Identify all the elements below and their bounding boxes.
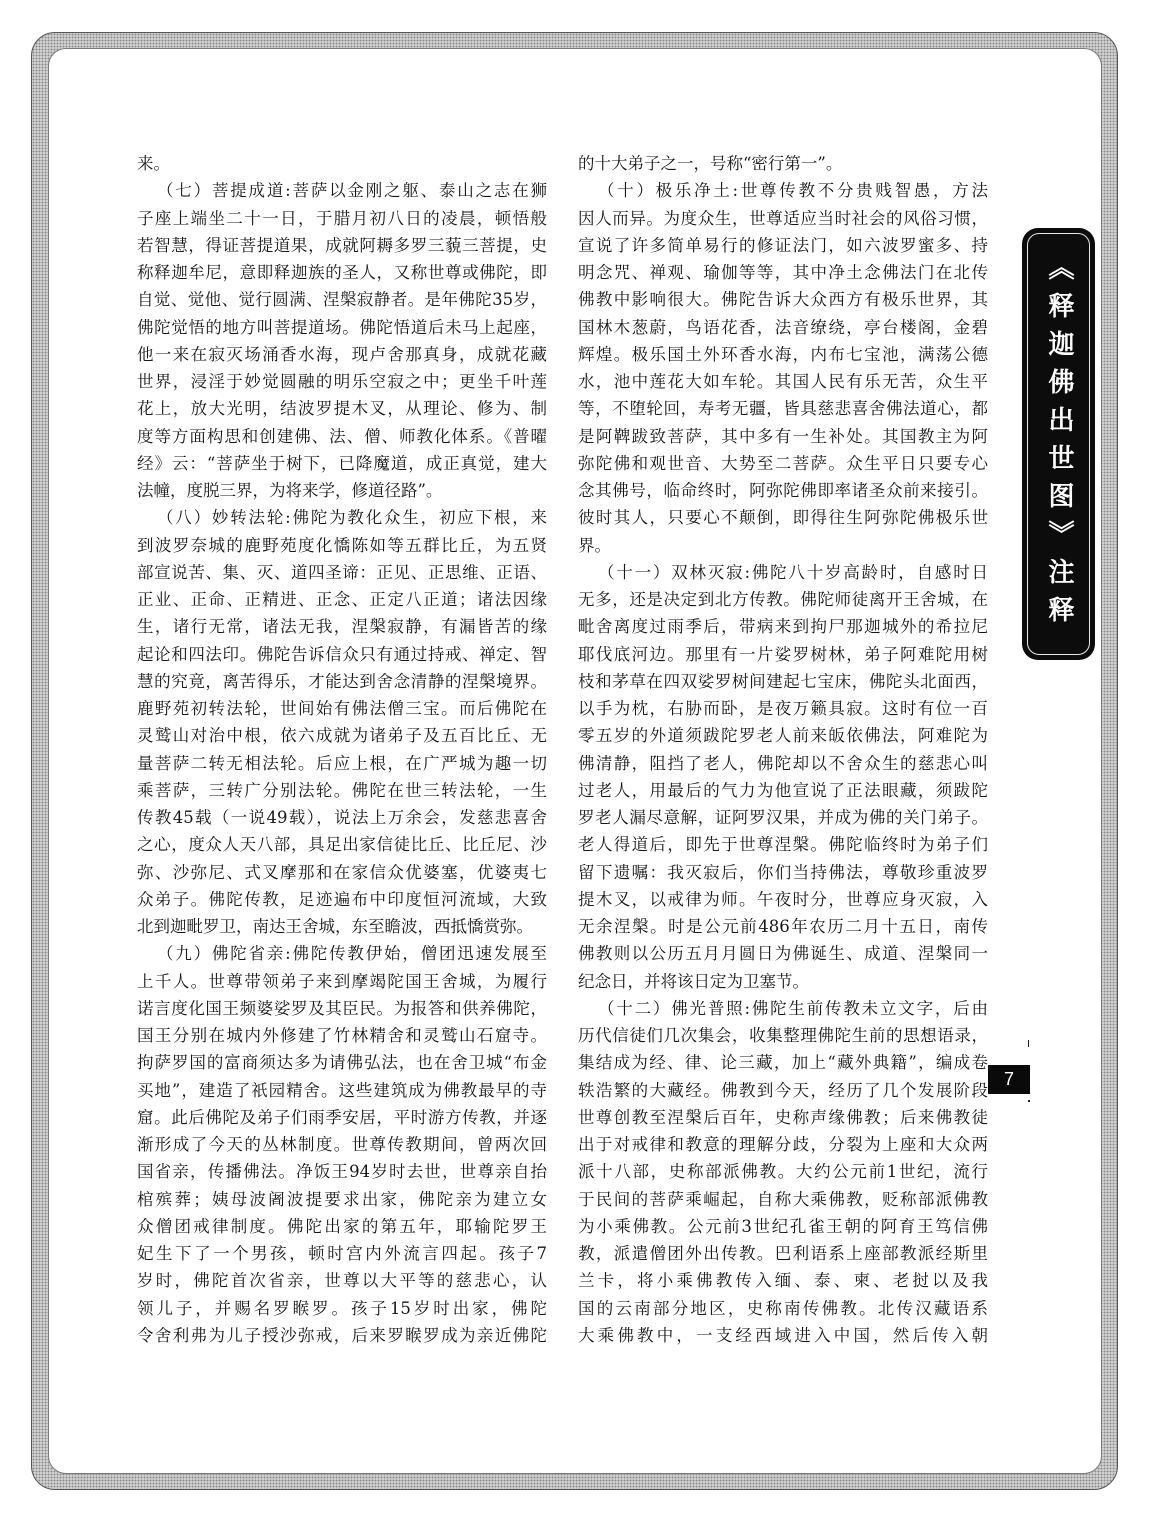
text-line: 众僧团戒律制度。佛陀出家的第五年，耶输陀罗王 (137, 1216, 547, 1236)
text-line: 界。 (578, 535, 611, 555)
text-line: 令舍利弗为儿子授沙弥戒，后来罗睺罗成为亲近佛陀 (137, 1325, 547, 1345)
text-line: 妃生下了一个男孩，顿时宫内外流言四起。孩子7 (137, 1244, 547, 1263)
text-line: 北到迦毗罗卫，南达王舍城，东至瞻波，西抵憍赏弥。 (137, 917, 533, 936)
text-line: 辉煌。极乐国土外环香水海，内布七宝池，满荡公德 (578, 344, 988, 364)
text-line: 等，不堕轮回，寿考无疆，皆具慈悲喜舍佛法道心，都 (578, 399, 988, 419)
text-line: 众弟子。佛陀传教，足迹遍布中印度恒河流域，大致 (137, 889, 547, 909)
text-line: 之心，度众人天八部，具足出家信徒比丘、比丘尼、沙 (137, 835, 547, 855)
text-line: 正业、正命、正精进、正念、正定八正道；诸法因缘 (137, 590, 547, 609)
text-line: 毗舍离度过雨季后，带病来到拘尸那迦城外的希拉尼 (578, 617, 988, 637)
text-line: 以手为枕，右胁而卧，是夜万籁具寂。这时有位一百 (578, 699, 988, 718)
text-line: 教，派遣僧团外出传教。巴利语系上座部教派经斯里 (578, 1244, 988, 1263)
text-line: 历代信徒们几次集会，收集整理佛陀生前的思想语录， (578, 1026, 988, 1045)
paragraph (578, 559, 988, 995)
text-line: 称释迦牟尼，意即释迦族的圣人，又称世尊或佛陀，即 (137, 263, 547, 282)
text-line: （十二）佛光普照:佛陀生前传教未立文字，后由 (598, 998, 988, 1018)
text-line: 兰卡，将小乘佛教传入缅、泰、柬、老挝以及我 (578, 1271, 988, 1291)
text-line: 佛教中影响很大。佛陀告诉大众西方有极乐世界，其 (578, 290, 988, 310)
text-line: 零五岁的外道须跋陀罗老人前来皈依佛法，阿难陀为 (578, 726, 988, 746)
text-line: 棺殡葬；姨母波阇波提要求出家，佛陀亲为建立女 (137, 1189, 547, 1209)
paragraph (578, 995, 988, 1349)
text-line: 彼时其人，只要心不颠倒，即得往生阿弥陀佛极乐世 (578, 508, 988, 528)
text-line: 慧的究竟，离苦得乐，才能达到舍念清静的涅槃境界。 (137, 671, 547, 691)
text-line: 留下遗嘱：我灭寂后，你们当持佛法，尊敬珍重波罗 (578, 862, 988, 882)
paragraph (137, 940, 547, 1349)
text-line: 提木叉，以戒律为师。午夜时分，世尊应身灭寂，入 (578, 889, 988, 909)
text-line: 国林木葱蔚，鸟语花香，法音缭绕，亭台楼阁，金碧 (578, 317, 988, 337)
text-line: 纪念日，并将该日定为卫塞节。 (578, 971, 809, 991)
side-tab-title: 《释迦佛出世图》注释 (1044, 254, 1074, 634)
text-line: 子座上端坐二十一日，于腊月初八日的凌晨，顿悟般 (137, 208, 547, 228)
text-line: 罗老人漏尽意解，证阿罗汉果，并成为佛的关门弟子。 (578, 808, 988, 827)
text-line: 明念咒、禅观、瑜伽等等，其中净土念佛法门在北传 (578, 263, 988, 282)
text-line: 国省亲，传播佛法。净饭王94岁时去世，世尊亲自抬 (137, 1162, 547, 1182)
paragraph (137, 177, 547, 504)
paragraph (578, 177, 988, 559)
crop-mark (1028, 1100, 1030, 1102)
text-line: 世尊创教至涅槃后百年，史称声缘佛教；后来佛教徒 (578, 1107, 988, 1127)
text-line: （八）妙转法轮:佛陀为教化众生，初应下根，来 (157, 508, 547, 528)
text-line: 于民间的菩萨乘崛起，自称大乘佛教，贬称部派佛教 (578, 1189, 988, 1209)
text-line: 是阿鞞跋致菩萨，其中多有一生补处。其国教主为阿 (578, 426, 988, 446)
text-line: 因人而异。为度众生，世尊适应当时社会的风俗习惯， (578, 208, 988, 228)
text-line: 若智慧，得证菩提道果，成就阿耨多罗三藐三菩提，史 (137, 235, 547, 255)
text-line: 到波罗奈城的鹿野苑度化憍陈如等五群比丘，为五贤 (137, 535, 547, 555)
text-line: 上千人。世尊带领弟子来到摩竭陀国王舍城，为履行 (137, 971, 547, 991)
text-line: 无余涅槃。时是公元前486年农历二月十五日，南传 (578, 917, 988, 936)
section-side-tab (1022, 228, 1095, 660)
text-line: 拘萨罗国的富商须达多为请佛弘法，也在舍卫城“布金 (137, 1053, 547, 1073)
text-line: 他一来在寂灭场涌香水海，现卢舍那真身，成就花藏 (137, 344, 547, 364)
text-line: 生，诸行无常，诸法无我，涅槃寂静，有漏皆苦的缘 (137, 617, 547, 637)
text-line: （七）菩提成道:菩萨以金刚之躯、泰山之志在狮 (157, 181, 547, 201)
text-line: 自觉、觉他、觉行圆满、涅槃寂静者。是年佛陀35岁， (137, 290, 547, 310)
text-line: 量菩萨二转无相法轮。后应上根，在广严城为趣一切 (137, 753, 547, 773)
text-line: 国王分别在城内外修建了竹林精舍和灵鹫山石窟寺。 (137, 1026, 547, 1045)
text-line: 来。 (137, 154, 170, 173)
text-line: 世界，浸淫于妙觉圆融的明乐空寂之中；更坐千叶莲 (137, 372, 547, 391)
text-line: 无多，还是决定到北方传教。佛陀师徒离开王舍城，在 (578, 590, 988, 609)
text-line: 买地”，建造了祇园精舍。这些建筑成为佛教最早的寺 (137, 1080, 547, 1100)
text-line: 渐形成了今天的丛林制度。世尊传教期间，曾两次回 (137, 1135, 547, 1154)
text-line: 水，池中莲花大如车轮。其国人民有乐无苦，众生平 (578, 372, 988, 391)
text-line: 集结成为经、律、论三藏，加上“藏外典籍”，编成卷 (578, 1053, 988, 1073)
text-line: 度等方面构思和创建佛、法、僧、师教化体系。《普曜 (137, 426, 547, 446)
text-line: 传教45载（一说49载），说法上万余会，发慈悲喜舍 (137, 808, 547, 827)
paragraph (578, 150, 988, 177)
text-line: 佛陀觉悟的地方叫菩提道场。佛陀悟道后未马上起座， (137, 317, 547, 337)
text-line: 鹿野苑初转法轮，世间始有佛法僧三宝。而后佛陀在 (137, 699, 547, 718)
text-line: 领儿子，并赐名罗睺罗。孩子15岁时出家，佛陀 (137, 1298, 547, 1318)
text-line: 出于对戒律和教意的理解分歧，分裂为上座和大众两 (578, 1135, 988, 1154)
text-line: 宣说了许多简单易行的修证法门，如六波罗蜜多、持 (578, 235, 988, 255)
text-line: 弥陀佛和观世音、大势至二菩萨。众生平日只要专心 (578, 453, 988, 473)
text-line: 为小乘佛教。公元前3世纪孔雀王朝的阿育王笃信佛 (578, 1216, 988, 1236)
crop-mark (1028, 1040, 1029, 1047)
text-line: 大乘佛教中，一支经西域进入中国，然后传入朝 (578, 1325, 988, 1345)
left-text-column (137, 150, 547, 1349)
text-line: 轶浩繁的大藏经。佛教到今天，经历了几个发展阶段 (578, 1080, 988, 1100)
text-line: 枝和茅草在四双娑罗树间建起七宝床，佛陀头北面西， (578, 671, 988, 691)
text-line: 法幢，度脱三界，为将来学，修道径路”。 (137, 481, 443, 500)
text-line: 派十八部，史称部派佛教。大约公元前1世纪，流行 (578, 1162, 988, 1182)
text-line: 窟。此后佛陀及弟子们雨季安居，平时游方传教，并逐 (137, 1107, 547, 1127)
text-line: （九）佛陀省亲:佛陀传教伊始，僧团迅速发展至 (157, 944, 547, 964)
text-line: 佛清静，阻挡了老人，佛陀却以不舍众生的慈悲心叫 (578, 753, 988, 773)
right-text-column (578, 150, 988, 1349)
text-line: 经》云：“菩萨坐于树下，已降魔道，成正真觉，建大 (137, 453, 547, 473)
text-line: （十）极乐净土:世尊传教不分贵贱智愚，方法 (598, 181, 988, 201)
page-number: 7 (988, 1065, 1030, 1094)
text-line: 的十大弟子之一，号称“密行第一”。 (578, 154, 843, 173)
paragraph (137, 150, 547, 177)
paragraph (137, 504, 547, 940)
text-line: 耶伐底河边。那里有一片娑罗树林，弟子阿难陀用树 (578, 644, 988, 664)
text-line: 灵鹫山对治中根，依六成就为诸弟子及五百比丘、无 (137, 726, 547, 746)
text-line: 国的云南部分地区，史称南传佛教。北传汉藏语系 (578, 1298, 988, 1318)
text-line: 花上，放大光明，结波罗提木叉，从理论、修为、制 (137, 399, 547, 419)
text-line: 弥、沙弥尼、式叉摩那和在家信众优婆塞，优婆夷七 (137, 862, 547, 882)
text-line: （十一）双林灭寂:佛陀八十岁高龄时，自感时日 (598, 562, 988, 582)
text-line: 佛教则以公历五月月圆日为佛诞生、成道、涅槃同一 (578, 944, 988, 964)
text-line: 念其佛号，临命终时，阿弥陀佛即率诸圣众前来接引。 (578, 481, 988, 500)
text-line: 岁时，佛陀首次省亲，世尊以大平等的慈悲心，认 (137, 1271, 547, 1291)
text-line: 部宣说苦、集、灭、道四圣谛：正见、正思维、正语、 (137, 562, 547, 582)
text-line: 老人得道后，即先于世尊涅槃。佛陀临终时为弟子们 (578, 835, 988, 855)
text-line: 乘菩萨，三转广分别法轮。佛陀在世三转法轮，一生 (137, 780, 547, 800)
text-line: 诺言度化国王频婆娑罗及其臣民。为报答和供养佛陀， (137, 998, 547, 1018)
text-line: 起论和四法印。佛陀告诉信众只有通过持戒、禅定、智 (137, 644, 547, 664)
text-line: 过老人，用最后的气力为他宣说了正法眼藏，须跋陀 (578, 780, 988, 800)
